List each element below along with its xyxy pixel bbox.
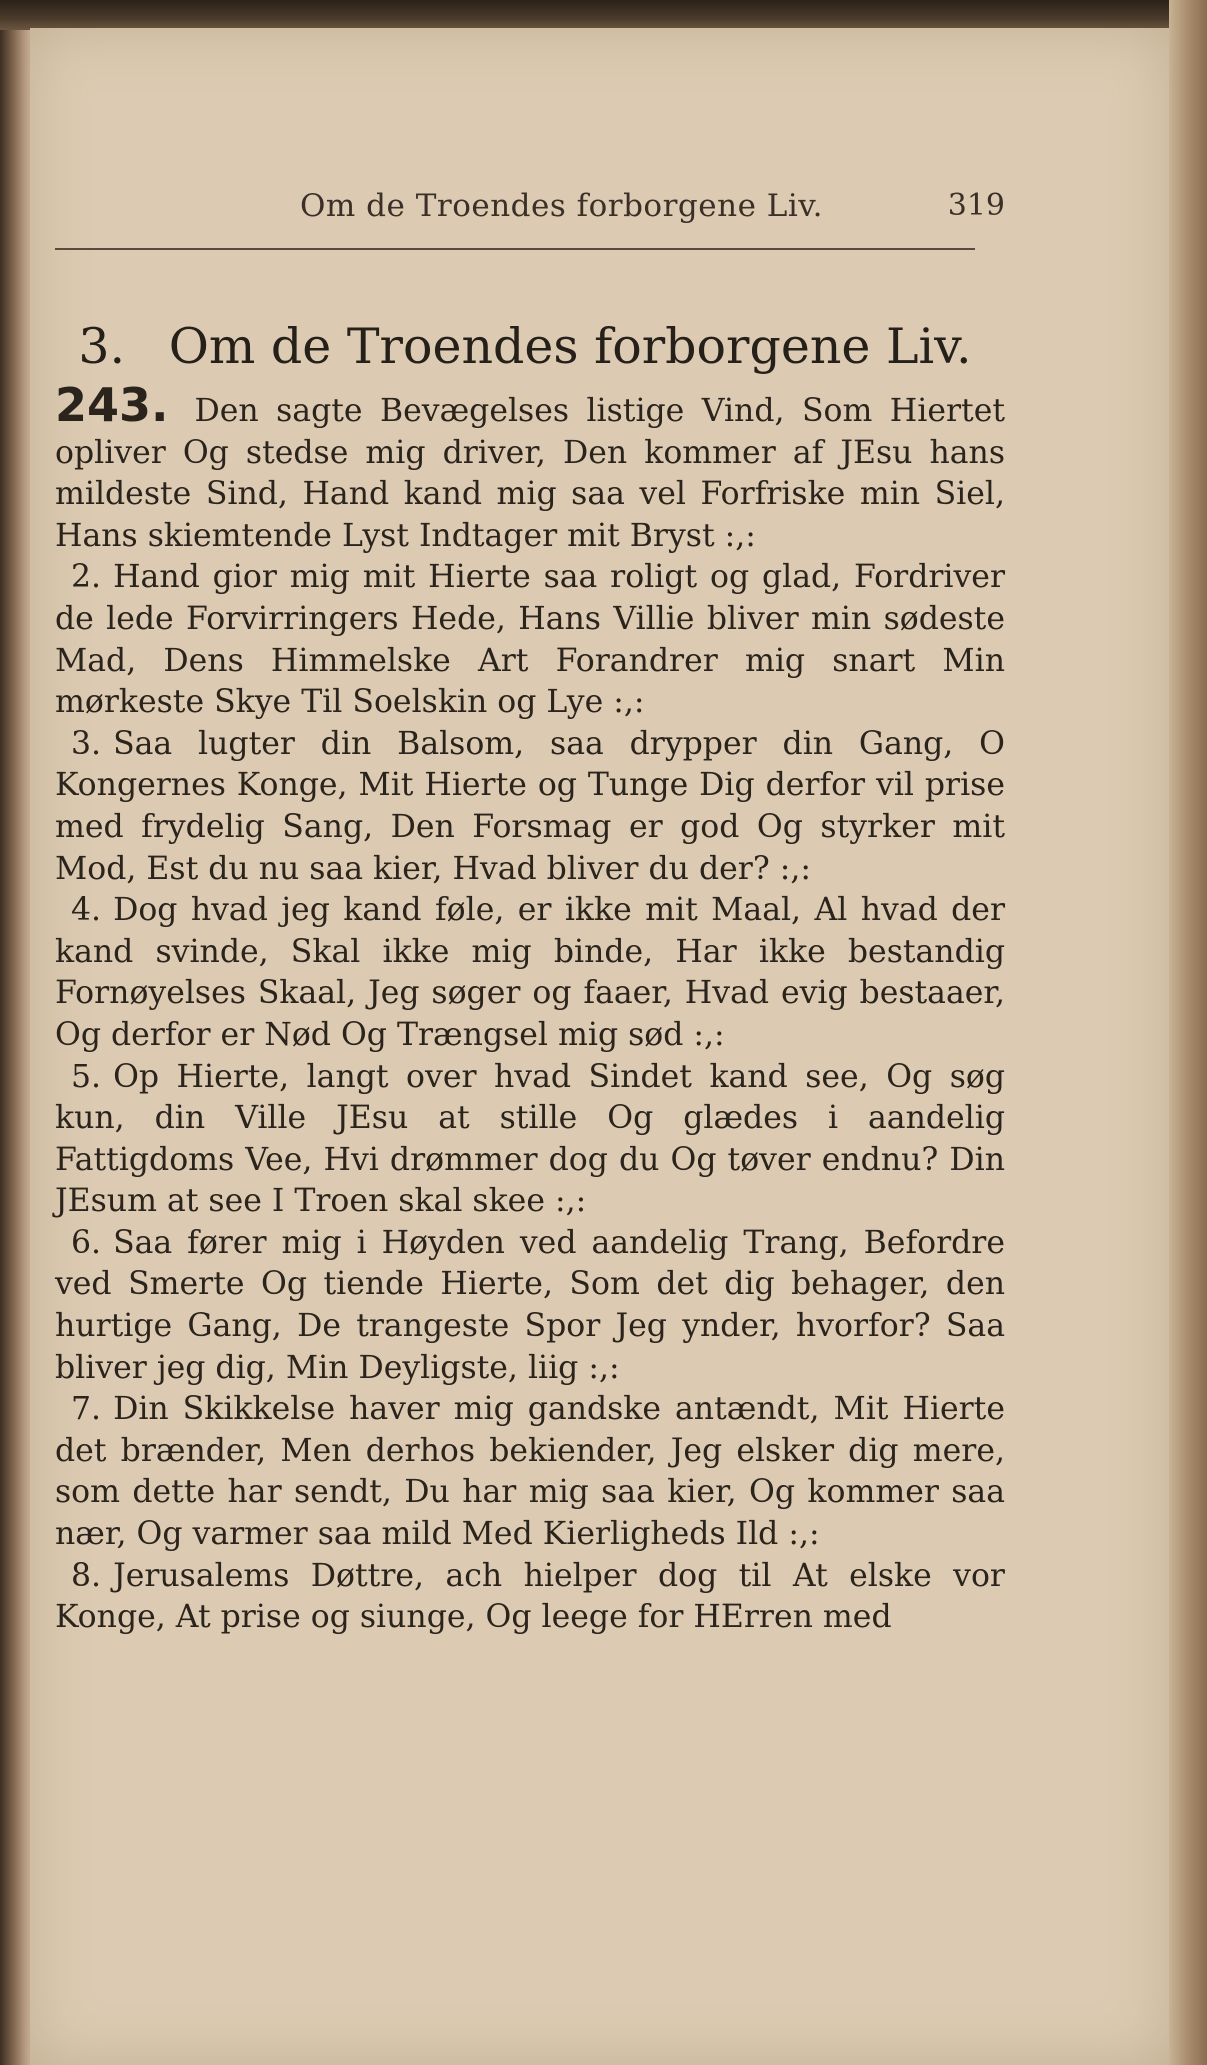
section-heading [60,318,990,375]
verse-text: Den sagte Bevægelses listige Vind, Som Hiertet opliver Og stedse mig driver, Den kommer af JEsu hans mildeste Sind, Hand kand mig saa vel Forfriske min Siel, Hans skiemtende Lyst Indtager mit Bryst :,: [55,393,1005,554]
verse-1 [55,378,1005,557]
verse-8 [55,1556,1005,1639]
running-head [55,168,1005,238]
verse-3 [55,724,1005,890]
verse-text: Din Skikkelse haver mig gandske antændt, Mit Hierte det brænder, Men derhos bekiender, Jeg elsker dig mere, som dette har sendt, Du har mig saa kier, Og kommer saa nær, Og varmer saa mild Med Kierligheds Ild :,: [55,1391,1005,1553]
section-title: Om de Troendes forborgene Liv. [168,318,972,375]
verse-text: Saa fører mig i Høyden ved aandelig Trang, Befordre ved Smerte Og tiende Hierte, Som det dig behager, den hurtige Gang, De trangeste Spor Jeg ynder, hvorfor? Saa bliver jeg dig, Min Deyligste, liig :,: [55,1224,1005,1386]
verse-number: 8. [71,1557,102,1594]
hymn-number: 243. [55,378,169,432]
verse-7 [55,1389,1005,1555]
verse-text: Dog hvad jeg kand føle, er ikke mit Maal, Al hvad der kand svinde, Skal ikke mig binde, Har ikke bestandig Fornøyelses Skaal, Jeg søger og faaer, Hvad evig bestaaer, Og derfor er Nød Og Trængsel mig sød :,: [55,892,1005,1053]
verse-4 [55,890,1005,1056]
verse-number: 4. [71,892,102,929]
page-number: 319 [947,188,1005,223]
top-page-edge [0,0,1207,30]
hymn-243 [55,378,1005,1639]
verse-number: 3. [71,725,102,762]
right-page-edge [1169,0,1207,2065]
section-number: 3. [78,318,126,375]
verse-number: 6. [71,1224,102,1261]
verse-number: 2. [71,559,102,596]
running-title: Om de Troendes forborgene Liv. [300,188,823,224]
verse-number: 7. [71,1391,102,1428]
verse-5 [55,1057,1005,1223]
header-rule [55,248,975,250]
verse-text: Op Hierte, langt over hvad Sindet kand see, Og søg kun, din Ville JEsu at stille Og glædes i aandelig Fattigdoms Vee, Hvi drømmer dog du Og tøver endnu? Din JEsum at see I Troen skal skee :,: [55,1058,1005,1220]
verse-text: Saa lugter din Balsom, saa drypper din Gang, O Kongernes Konge, Mit Hierte og Tunge Dig derfor vil prise med frydelig Sang, Den Forsmag er god Og styrker mit Mod, Est du nu saa kier, Hvad bliver du der? :,: [55,725,1005,887]
verse-text: Jerusalems Døttre, ach hielper dog til At elske vor Konge, At prise og siunge, Og leege for HErren med [55,1557,1005,1636]
verse-number: 5. [71,1058,102,1095]
verse-text: Hand gior mig mit Hierte saa roligt og glad, Fordriver de lede Forvirringers Hede, Hans Villie bliver min sødeste Mad, Dens Himmelske Art Forandrer mig snart Min mørkeste Skye Til Soelskin og Lye :,: [55,559,1005,721]
verse-2 [55,557,1005,723]
verse-6 [55,1223,1005,1389]
